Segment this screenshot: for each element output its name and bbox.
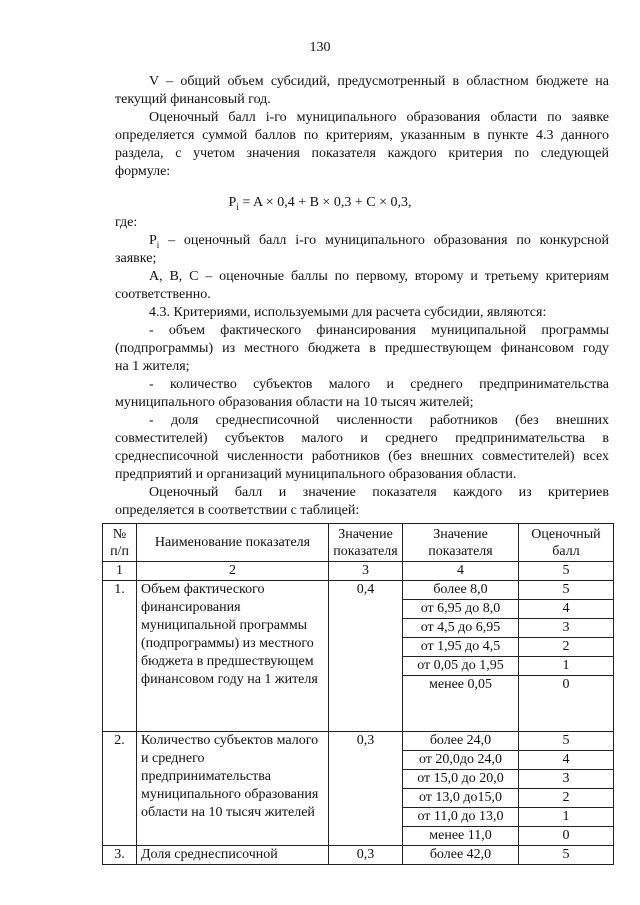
table-header-row <box>103 524 614 562</box>
text-line: муниципального образования области на 10 тысяч жителей; <box>115 395 474 410</box>
score-cell: 2 <box>519 638 614 657</box>
score-cell: 4 <box>519 751 614 770</box>
page-number: 130 <box>309 40 331 55</box>
text-line: где: <box>115 215 138 230</box>
text-line: V – общий объем субсидий, предусмотренный в областном бюджете на <box>149 74 609 89</box>
score-cell: 1 <box>519 808 614 827</box>
text-line: A, B, C – оценочные баллы по первому, второму и третьему критериям <box>149 269 609 284</box>
criterion-name: Количество субъектов малого и среднего предпринимательства муниципального образования области на 10 тысяч жителей <box>137 732 329 846</box>
text-line: соответственно. <box>115 287 211 302</box>
range-cell: от 6,95 до 8,0 <box>403 600 519 619</box>
score-cell: 4 <box>519 600 614 619</box>
criterion-name: Объем фактического финансирования муниципальной программы (подпрограммы) из местного бюджета в предшествующем финансовом году на 1 жителя <box>137 581 329 732</box>
text-line: среднесписочной численности работников (без внешних совместителей) всех <box>115 449 609 464</box>
formula-lhs: P <box>228 195 237 210</box>
range-cell: от 20,0до 24,0 <box>403 751 519 770</box>
formula-rhs: = A × 0,4 + B × 0,3 + C × 0,3, <box>238 195 412 210</box>
text-line: - количество субъектов малого и среднего предпринимательства <box>149 377 609 392</box>
score-cell: 5 <box>519 846 614 865</box>
text-line: формуле: <box>115 164 171 179</box>
criterion-value: 0,3 <box>329 732 403 846</box>
header-score: Оценочный балл <box>519 524 614 562</box>
table-row <box>103 581 614 600</box>
criterion-value: 0,4 <box>329 581 403 732</box>
text-line: определяется суммой баллов по критериям, указанным в пункте 4.3 данного <box>115 128 609 143</box>
formula-subscript: i <box>236 201 239 212</box>
score-cell: 0 <box>519 676 614 732</box>
range-cell: от 0,05 до 1,95 <box>403 657 519 676</box>
text-line: Оценочный балл и значение показателя каждого из критериев <box>149 485 609 500</box>
range-cell: более 42,0 <box>403 846 519 865</box>
score-cell: 5 <box>519 581 614 600</box>
text-line: 4.3. Критериями, используемыми для расчета субсидии, являются: <box>149 305 547 320</box>
formula-lhs: P <box>149 233 157 248</box>
score-cell: 2 <box>519 789 614 808</box>
text-line: определяется в соответствии с таблицей: <box>115 503 360 518</box>
header-range: Значение показателя <box>403 524 519 562</box>
score-cell: 1 <box>519 657 614 676</box>
text-line: на 1 жителя; <box>115 359 190 374</box>
formula-subscript: i <box>156 239 160 250</box>
text-line: (подпрограммы) из местного бюджета в предшествующем финансовом году <box>115 341 609 356</box>
formula <box>0 194 640 216</box>
range-cell: менее 11,0 <box>403 827 519 846</box>
text-line: заявке; <box>115 251 157 266</box>
text-line: текущий финансовый год. <box>115 92 271 107</box>
criterion-name: Доля среднесписочной <box>137 846 329 865</box>
text-line: $P_i$ – оценочный балл i-го муниципального образования по конкурсной <box>149 233 610 250</box>
range-cell: от 15,0 до 20,0 <box>403 770 519 789</box>
text-line: раздела, с учетом значения показателя каждого критерия по следующей <box>115 146 609 161</box>
text-line: - объем фактического финансирования муниципальной программы <box>149 323 609 338</box>
range-cell: менее 0,05 <box>403 676 519 732</box>
header-value: Значение показателя <box>329 524 403 562</box>
score-cell: 3 <box>519 770 614 789</box>
range-cell: от 13,0 до15,0 <box>403 789 519 808</box>
index-row: 1 2 3 4 5 <box>103 562 614 581</box>
criterion-number: 2. <box>103 732 137 846</box>
range-cell: от 1,95 до 4,5 <box>403 638 519 657</box>
criterion-number: 1. <box>103 581 137 732</box>
range-cell: от 4,5 до 6,95 <box>403 619 519 638</box>
criterion-number: 3. <box>103 846 137 865</box>
criterion-value: 0,3 <box>329 846 403 865</box>
score-cell: 3 <box>519 619 614 638</box>
criteria-table <box>102 523 614 865</box>
score-cell: 5 <box>519 732 614 751</box>
text-line: - доля среднесписочной численности работников (без внешних <box>149 413 609 428</box>
range-cell: более 8,0 <box>403 581 519 600</box>
text-line: предприятий и организаций муниципального образования области. <box>115 467 517 482</box>
range-cell: от 11,0 до 13,0 <box>403 808 519 827</box>
score-cell: 0 <box>519 827 614 846</box>
text-line: Оценочный балл i-го муниципального образования области по заявке <box>149 110 609 125</box>
text-line: совместителей) субъектов малого и среднего предпринимательства в <box>115 431 609 446</box>
table-row <box>103 732 614 751</box>
header-name: Наименование показателя <box>137 524 329 562</box>
table-row <box>103 846 614 865</box>
header-num: № п/п <box>103 524 137 562</box>
range-cell: более 24,0 <box>403 732 519 751</box>
